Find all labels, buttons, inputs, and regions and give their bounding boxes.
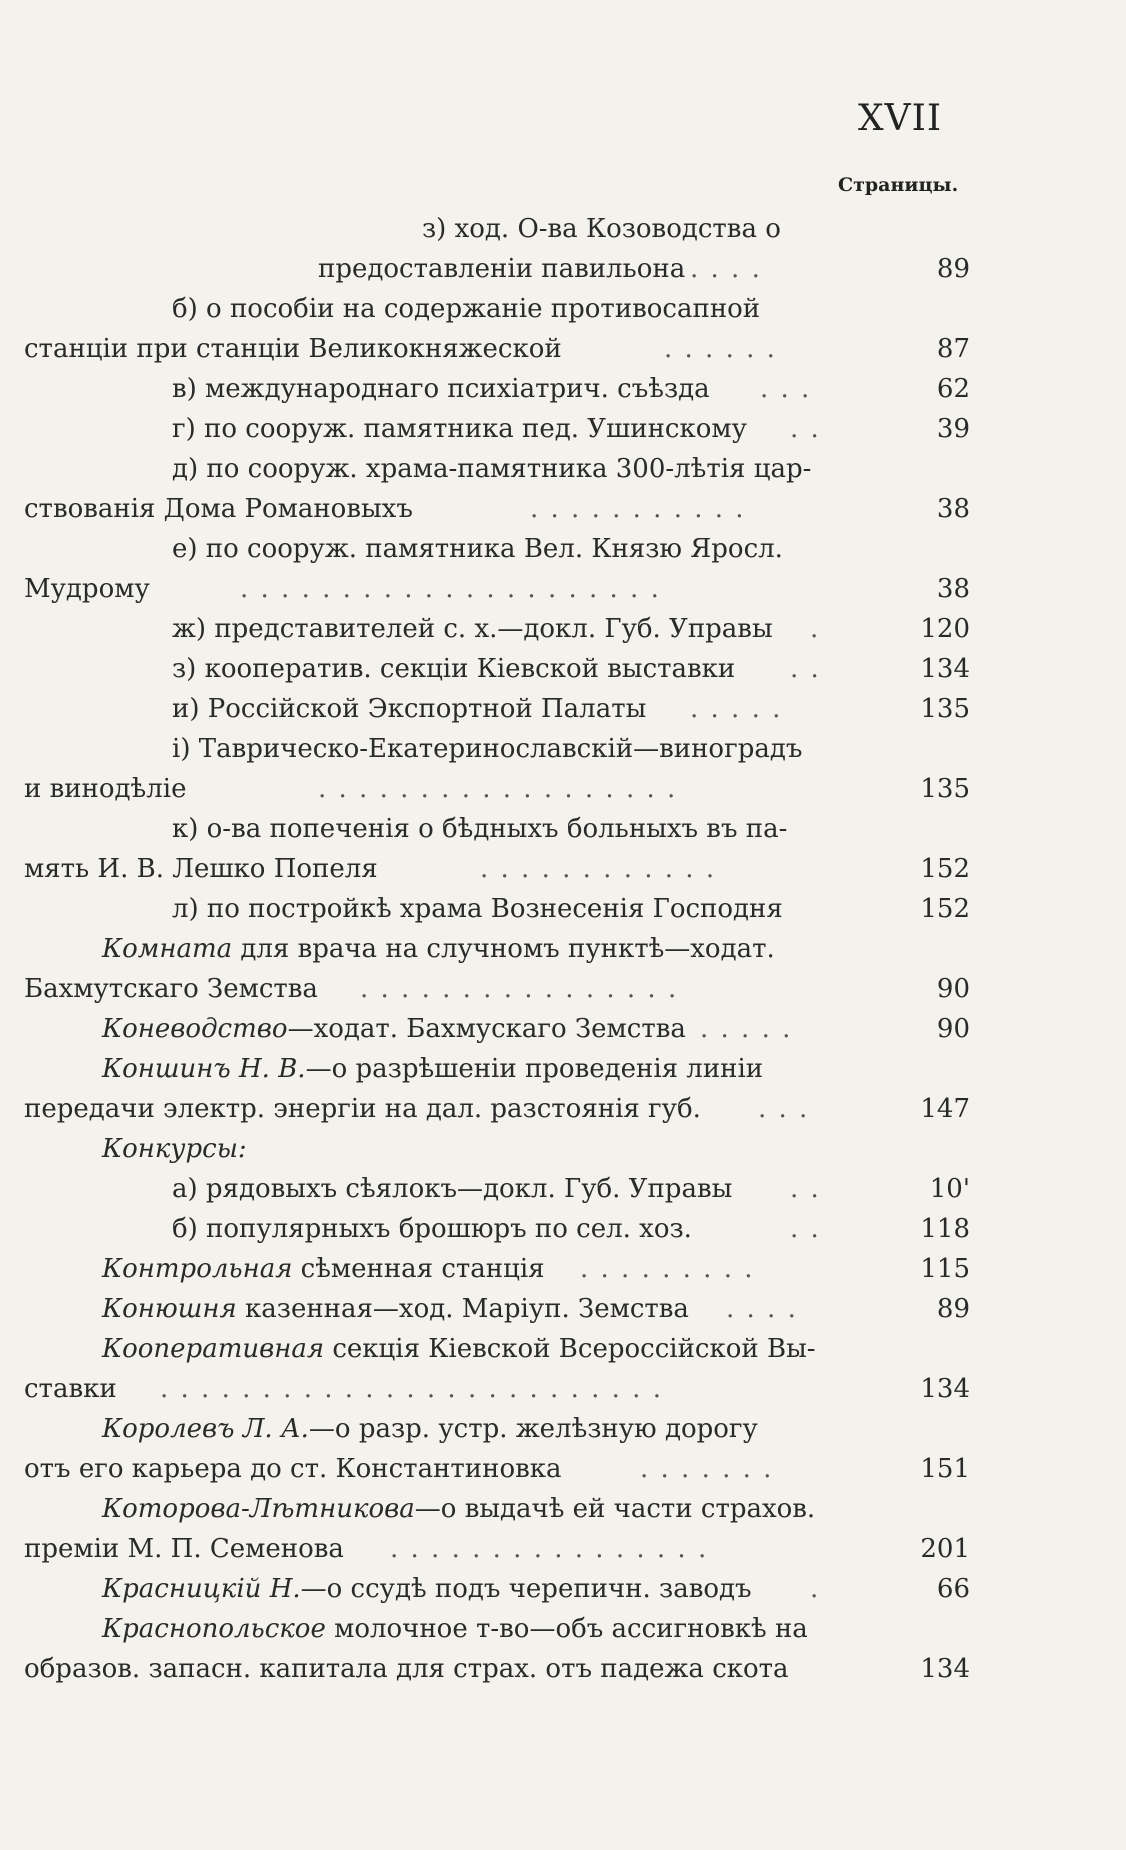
index-line	[0, 1089, 1126, 1129]
entry-text: е) по сооруж. памятника Вел. Князю Яросл.	[172, 534, 783, 564]
index-line	[0, 529, 1126, 569]
entry-heading: Комната	[102, 934, 233, 964]
entry-continuation: —ходат. Бахмускаго Земства	[287, 1014, 686, 1044]
entry-text: ставки	[24, 1374, 117, 1404]
entry-continuation: казенная—ход. Маріуп. Земства	[236, 1294, 689, 1324]
entry-text: отъ его карьера до ст. Константиновка	[24, 1454, 562, 1484]
entry-text: б) популярныхъ брошюръ по сел. хоз.	[172, 1214, 692, 1244]
entry-heading: Контрольная	[102, 1254, 293, 1284]
entry-text	[102, 929, 775, 969]
dot-leader: . . . . . . . . . . . . . . . . . . . . .	[240, 574, 661, 604]
dot-leader: .	[810, 1574, 821, 1604]
page-number: 66	[936, 1574, 970, 1604]
page-number: 201	[920, 1534, 970, 1564]
index-line	[0, 1369, 1126, 1409]
page-number: 90	[936, 974, 970, 1004]
index-line	[0, 929, 1126, 969]
index-line	[0, 609, 1126, 649]
index-line	[0, 249, 1126, 289]
entry-continuation: секція Кіевской Всероссійской Вы-	[324, 1334, 816, 1364]
index-line	[0, 1409, 1126, 1449]
entry-text: предоставленіи павильона	[318, 254, 686, 284]
dot-leader: . .	[790, 654, 821, 684]
page-number: 151	[920, 1454, 970, 1484]
entry-continuation: —о разр. устр. желѣзную дорогу	[308, 1414, 758, 1444]
entry-text	[102, 1409, 758, 1449]
index-line	[0, 1289, 1126, 1329]
entry-text: и винодѣліе	[24, 774, 187, 804]
dot-leader: . . . .	[726, 1294, 798, 1324]
page-number: 89	[936, 1294, 970, 1324]
entry-heading: Коншинъ Н. В.	[102, 1054, 306, 1084]
dot-leader: . . . .	[690, 254, 762, 284]
page-number: 120	[920, 614, 970, 644]
page-number: 135	[920, 774, 970, 804]
entry-text	[102, 1289, 689, 1329]
entry-heading: Королевъ Л. А.	[102, 1414, 309, 1444]
page-number: 134	[920, 1374, 970, 1404]
index-line	[0, 409, 1126, 449]
page-number: 89	[936, 254, 970, 284]
entry-text: ж) представителей с. х.—докл. Губ. Управы	[172, 614, 773, 644]
dot-leader: . . . . . . . . . . . .	[480, 854, 717, 884]
entry-text: д) по сооруж. храма-памятника 300-лѣтія цар-	[172, 454, 812, 484]
entry-continuation: —о ссудѣ подъ черепичн. заводъ	[300, 1574, 752, 1604]
index-line	[0, 1489, 1126, 1529]
dot-leader: . . . . .	[690, 694, 783, 724]
dot-leader: . .	[790, 1214, 821, 1244]
dot-leader: . . .	[760, 374, 812, 404]
entry-text: г) по сооруж. памятника пед. Ушинскому	[172, 414, 747, 444]
entry-text: передачи электр. энергіи на дал. разстоянія губ.	[24, 1094, 701, 1124]
index-line	[0, 849, 1126, 889]
page-number: 134	[920, 654, 970, 684]
page-number: 152	[920, 894, 970, 924]
index-line	[0, 1529, 1126, 1569]
index-line	[0, 569, 1126, 609]
page-number: 62	[936, 374, 970, 404]
entry-heading: Конюшня	[102, 1294, 237, 1324]
index-line	[0, 1449, 1126, 1489]
entry-text	[102, 1329, 816, 1369]
entry-text: з) ход. О-ва Козоводства о	[422, 214, 781, 244]
index-line	[0, 1329, 1126, 1369]
entry-text: і) Таврическо-Екатеринославскій—виноградъ	[172, 734, 803, 764]
page-folio: XVII	[858, 98, 943, 139]
index-line	[0, 369, 1126, 409]
index-line	[0, 1169, 1126, 1209]
dot-leader: . . . . . .	[664, 334, 777, 364]
page-number: 118	[920, 1214, 970, 1244]
dot-leader: . . . . .	[700, 1014, 793, 1044]
entry-continuation: молочное т-во—объ ассигновкѣ на	[325, 1614, 808, 1644]
page-number: 147	[920, 1094, 970, 1124]
index-line	[0, 209, 1126, 249]
page-number: 39	[936, 414, 970, 444]
index-line	[0, 1569, 1126, 1609]
entry-text	[102, 1489, 815, 1529]
index-line	[0, 1049, 1126, 1089]
entry-text: станціи при станціи Великокняжеской	[24, 334, 562, 364]
index-line	[0, 1129, 1126, 1169]
entry-text: б) о пособіи на содержаніе противосапной	[172, 294, 761, 324]
index-line	[0, 289, 1126, 329]
entry-continuation: сѣменная станція	[292, 1254, 545, 1284]
entry-text: образов. запасн. капитала для страх. отъ падежа скота	[24, 1654, 789, 1684]
index-line	[0, 449, 1126, 489]
index-line	[0, 769, 1126, 809]
entry-text: к) о-ва попеченія о бѣдныхъ больныхъ въ па-	[172, 814, 788, 844]
dot-leader: . .	[790, 414, 821, 444]
dot-leader: . . . . . . . . . . . . . . . .	[360, 974, 679, 1004]
page-number: 135	[920, 694, 970, 724]
index-line	[0, 1649, 1126, 1689]
index-line	[0, 1609, 1126, 1649]
page-number: 38	[936, 494, 970, 524]
entry-text	[102, 1609, 808, 1649]
entry-text: Мудрому	[24, 574, 150, 604]
dot-leader: . . . . . . . . . . . . . . . . . .	[318, 774, 678, 804]
dot-leader: . . . . . . . . . . . . . . . . . . . . . . . . .	[160, 1374, 663, 1404]
index-line	[0, 969, 1126, 1009]
entry-text	[102, 1569, 752, 1609]
entry-text	[102, 1049, 763, 1089]
entry-text: в) международнаго психіатрич. съѣзда	[172, 374, 710, 404]
dot-leader: . . . . . . .	[640, 1454, 774, 1484]
page-number: 10'	[929, 1174, 970, 1204]
entry-text: з) кооператив. секціи Кіевской выставки	[172, 654, 736, 684]
entry-text: а) рядовыхъ сѣялокъ—докл. Губ. Управы	[172, 1174, 733, 1204]
entry-heading: Коневодство	[102, 1014, 288, 1044]
pages-column-header: Страницы.	[838, 174, 959, 196]
index-line	[0, 809, 1126, 849]
page-number: 90	[936, 1014, 970, 1044]
index-line	[0, 1209, 1126, 1249]
index-line	[0, 329, 1126, 369]
entry-text: л) по постройкѣ храма Вознесенія Господня	[172, 894, 783, 924]
entry-text	[102, 1249, 545, 1289]
index-line	[0, 889, 1126, 929]
dot-leader: . . . . . . . . . . .	[530, 494, 746, 524]
entry-text: и) Россійской Экспортной Палаты	[172, 694, 647, 724]
entry-heading: Кооперативная	[102, 1334, 325, 1364]
entry-heading: Которова-Лѣтникова	[102, 1494, 415, 1524]
dot-leader: . .	[790, 1174, 821, 1204]
index-line	[0, 729, 1126, 769]
page-number: 87	[936, 334, 970, 364]
page-number: 38	[936, 574, 970, 604]
index-line	[0, 689, 1126, 729]
page-number: 134	[920, 1654, 970, 1684]
entry-heading: Красницкій Н.	[102, 1574, 301, 1604]
page-number: 115	[920, 1254, 970, 1284]
dot-leader: . . . . . . . . . . . . . . . .	[390, 1534, 709, 1564]
index-line	[0, 1009, 1126, 1049]
entry-text: мять И. В. Лешко Попеля	[24, 854, 378, 884]
entry-continuation: для врача на случномъ пунктѣ—ходат.	[232, 934, 775, 964]
index-line	[0, 1249, 1126, 1289]
dot-leader: .	[810, 614, 821, 644]
entry-text: Бахмутскаго Земства	[24, 974, 318, 1004]
index-line	[0, 489, 1126, 529]
entry-text	[102, 1009, 686, 1049]
entry-text: ствованія Дома Романовыхъ	[24, 494, 413, 524]
dot-leader: . . .	[758, 1094, 810, 1124]
entry-heading: Конкурсы:	[102, 1134, 247, 1164]
entry-continuation: —о разрѣшеніи проведенія линіи	[305, 1054, 764, 1084]
index-line	[0, 649, 1126, 689]
entry-text: преміи М. П. Семенова	[24, 1534, 344, 1564]
entry-continuation: —о выдачѣ ей части страхов.	[414, 1494, 816, 1524]
page-number: 152	[920, 854, 970, 884]
entry-heading: Краснопольское	[102, 1614, 326, 1644]
dot-leader: . . . . . . . . .	[580, 1254, 755, 1284]
